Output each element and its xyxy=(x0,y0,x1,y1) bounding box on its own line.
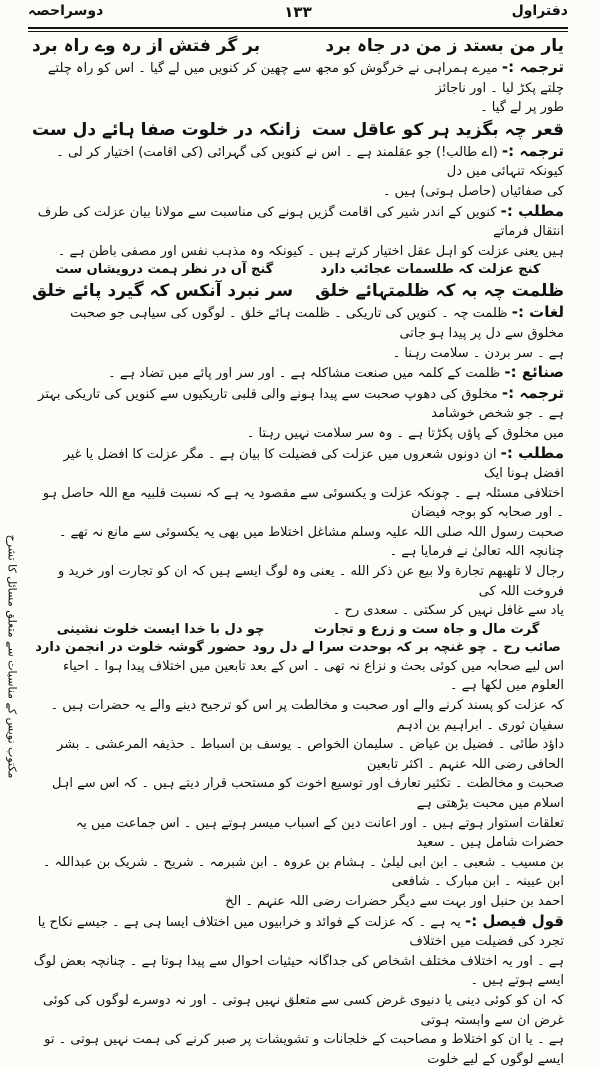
line-text: اختلافی مسئلہ ہے ۔ چونکہ عزلت و یکسوئی سے مقصود یہ ہے کہ نسبت قلبیہ مع اللہ حاصل ہو ۔ اور صحابہ کو بوجہ فیضان xyxy=(42,485,564,521)
header-right-title: دفتراول xyxy=(511,3,568,19)
page-body xyxy=(32,34,564,1069)
line-text: صحبت و مخالطت ۔ تکثیر تعارف اور توسیع اخوت کو مستحب قرار دیتے ہیں ۔ کہ اس سے اہل اسلام میں محبت بڑھتی ہے xyxy=(51,776,564,811)
line-text: کی صفائیاں (حاصل ہوتی) ہیں ۔ xyxy=(382,183,564,199)
text-line xyxy=(32,601,564,621)
text-line xyxy=(32,562,564,601)
verse-couplet xyxy=(32,621,564,639)
page-header xyxy=(28,3,568,25)
section-label: ترجمہ :- xyxy=(501,383,564,402)
page-number: ۱۳۳ xyxy=(284,3,312,21)
line-text: داؤد طائی ۔ فضیل بن عیاض ۔ سلیمان الخواص ۔ یوسف بن اسباط ۔ حذیفہ المرعشی ۔ بشر الحافی رضی اللہ عنہم ۔ اکثر تابعین xyxy=(57,737,564,772)
line-text: (اے طالب!) جو عقلمند ہے ۔ اس نے کنویں کی گہرائی (کی اقامت) اختیار کر لی ۔ کیونکہ تنہائی میں دل xyxy=(56,144,564,180)
line-text: یاد سے غافل نہیں کر سکتی ۔ سعدی رح ۔ xyxy=(332,603,564,619)
text-line xyxy=(32,363,564,384)
header-rule xyxy=(28,27,568,29)
text-line xyxy=(32,344,564,364)
text-line xyxy=(32,182,564,202)
verse-second-hemistich: گنج آں در نظر ہمت درویشاں ست xyxy=(55,262,274,278)
line-text: ان دونوں شعروں میں عزلت کی فضیلت کا بیان ہے ۔ مگر عزلت کا افضل یا غیر افضل ہونا ایک xyxy=(63,446,564,482)
text-line xyxy=(32,384,564,424)
text-line xyxy=(32,991,564,1030)
line-text: کہ عزلت کو پسند کرنے والے اور صحبت و مخالطت پر اس کو ترجیح دینے والے یہ حضرات ہیں ۔ سفیان ثوری ۔ ابراہیم بن ادہم xyxy=(50,698,564,733)
line-text: اس لیے صحابہ میں کوئی بحث و نزاع نہ تھی ۔ اس کے بعد تابعین میں اختلاف پیدا ہوا ۔ احیاء العلوم میں لکھا ہے ۔ xyxy=(63,658,564,694)
section-label: قول فیصل :- xyxy=(464,911,564,930)
section-label: ترجمہ :- xyxy=(501,58,564,76)
line-text: طور پر لے گیا ۔ xyxy=(480,100,564,116)
verse-first-hemistich: ظلمت چہ بہ کہ ظلمتہائے خلق xyxy=(315,281,564,302)
text-line xyxy=(32,774,564,813)
text-line xyxy=(32,952,564,991)
line-text: کنویں کے اندر شیر کی اقامت گزیں ہونے کی مناسبت سے مولانا بیان عزلت کی طرف انتقال فرماتے xyxy=(37,204,564,240)
text-line xyxy=(32,892,564,912)
line-text: ظلمت چہ ۔ کنویں کی تاریکی ۔ ظلمت ہائے خلق ۔ لوگوں کی سیاہی جو صحبت مخلوق سے دل پر پیدا ہو جاتی xyxy=(70,306,564,341)
text-line xyxy=(32,444,564,484)
text-line xyxy=(32,853,564,892)
verse-second-hemistich: سر نبرد آنکس کہ گیرد پائے خلق xyxy=(32,281,294,302)
verse-first-hemistich: کنج عزلت کہ طلسمات عجائب دارد xyxy=(320,262,541,278)
verse-couplet xyxy=(32,261,564,279)
verse-second-hemistich: زانکہ در خلوت صفا ہائے دل ست xyxy=(32,119,301,140)
text-line xyxy=(32,142,564,182)
header-left-title: دوسراحصہ xyxy=(28,3,104,19)
text-line xyxy=(32,98,564,118)
text-line xyxy=(32,912,564,952)
line-text: بن مسیب ۔ شعبی ۔ ابن ابی لیلیٰ ۔ ہشام بن عروہ ۔ ابن شبرمہ ۔ شریح ۔ شریک بن عبداللہ ۔ ابن عیینہ ۔ ابن مبارک ۔ شافعی xyxy=(42,854,564,890)
text-line xyxy=(32,202,564,242)
verse-first-hemistich: قعر چہ بگزید ہر کو عاقل ست xyxy=(311,119,564,140)
margin-note xyxy=(2,480,24,840)
section-label: صنائع :- xyxy=(504,363,564,382)
line-text: ہے ۔ سر بردن ۔ سلامت رہنا ۔ xyxy=(392,345,564,361)
text-line xyxy=(32,1030,564,1069)
margin-note-text: مکتوب نویس کے مناسبات سے متعلق مسائل کا تشرح xyxy=(5,534,19,779)
text-line xyxy=(32,58,564,98)
verse-second-hemistich: چو دل با خدا ایست خلوت نشینی xyxy=(56,621,265,637)
section-label: مطلب :- xyxy=(500,443,564,462)
line-text: کہ ان کو کوئی دینی یا دنیوی غرض کسی سے متعلق نہیں ہوتی ۔ اور نہ دوسرے لوگوں کی کوئی غرض ان سے وابستہ ہوتی xyxy=(43,992,564,1028)
line-text: تعلقات استوار ہوتے ہیں ۔ اور اعانت دین کے اسباب میسر ہوتے ہیں ۔ اس جماعت میں یہ حضرات شامل ہیں ۔ سعید xyxy=(75,815,564,851)
line-text: میرے ہمراہی نے خرگوش کو مجھ سے چھین کر کنویں میں لے گیا ۔ اس کو راہ چلتے چلتے پکڑ لیا ۔ اور ناجائز xyxy=(47,61,564,96)
verse-second-hemistich: بر گر فتش از رہ وے راہ برد xyxy=(32,36,261,56)
line-text: رجال لا تلهيهم تجارة ولا بيع عن ذكر الله ۔ یعنی وہ لوگ ایسے ہیں کہ ان کو تجارت اور خرید و فروخت اللہ کی xyxy=(57,564,564,599)
line-text: ہے ۔ اور یہ اختلاف مختلف اشخاص کی جداگانہ حیثیات احوال سے پیدا ہوتا ہے ۔ چنانچہ بعض لوگ ایسے ہوتے ہیں ۔ xyxy=(33,953,564,989)
text-line xyxy=(32,523,564,562)
line-text: مخلوق کی دھوپ صحبت سے پیدا ہونے والی قلبی تاریکیوں سے کنویں کی تاریکی بہتر ہے ۔ جو شخص خوشامد xyxy=(38,386,564,422)
verse-couplet xyxy=(32,118,564,142)
text-line xyxy=(32,657,564,696)
header-rule-thin xyxy=(28,31,568,32)
line-text: احمد بن حنبل اور بہت سے دیگر حضرات رضی اللہ عنہم ۔ الخ xyxy=(225,893,564,909)
verse-couplet xyxy=(32,639,564,657)
text-line xyxy=(32,303,564,343)
text-line xyxy=(32,814,564,853)
line-text: ظلمت کے کلمہ میں صنعت مشاکلہ ہے ۔ اور سر اور پائے میں تضاد ہے ۔ xyxy=(108,366,501,382)
text-line xyxy=(32,242,564,262)
section-label: مطلب :- xyxy=(500,201,564,220)
text-line xyxy=(32,696,564,735)
text-line xyxy=(32,735,564,774)
line-text: صحبت رسول اللہ صلی اللہ علیہ وسلم مشاغل اختلاط میں بھی یہ یکسوئی سے مانع نہ تھے ۔ چنانچہ اللہ تعالیٰ نے فرمایا ہے ۔ xyxy=(58,524,564,560)
verse-second-hemistich: حضور گوشہ خلوت در انجمن دارد xyxy=(35,639,247,655)
line-text: ہے ۔ یا ان کو اختلاط و مصاحبت کے خلجانات و تشویشات پر صبر کرنے کی ہمت نہیں ہوتی ۔ تو ایسے لوگوں کے لیے خلوت xyxy=(44,1032,564,1067)
verse-first-hemistich: صائب رح ۔ چو غنچہ بر کہ بوحدت سرا لے دل رود xyxy=(252,639,561,655)
verse-couplet xyxy=(32,34,564,58)
verse-couplet xyxy=(32,279,564,303)
section-label: لغات :- xyxy=(511,303,564,322)
text-line xyxy=(32,424,564,444)
line-text: یہ ہے ۔ کہ عزلت کے فوائد و خرابیوں میں اختلاف ایسا ہی ہے ۔ جیسے نکاح یا تجرد کی فضیلت میں اختلاف xyxy=(37,914,564,950)
line-text: ہیں یعنی عزلت کو اہل عقل اختیار کرتے ہیں ۔ کیونکہ وہ مذہب نفس اور مصفی باطن ہے ۔ xyxy=(57,243,564,259)
verse-first-hemistich: گرت مال و جاہ ست و زرع و تجارت xyxy=(313,621,540,637)
text-line xyxy=(32,484,564,523)
verse-first-hemistich: یار من بستد ز من در جاہ برد xyxy=(325,36,564,56)
section-label: ترجمہ :- xyxy=(501,141,564,160)
line-text: میں مخلوق کے پاؤں پکڑتا ہے ۔ وہ سر سلامت نہیں رہتا ۔ xyxy=(246,425,564,441)
